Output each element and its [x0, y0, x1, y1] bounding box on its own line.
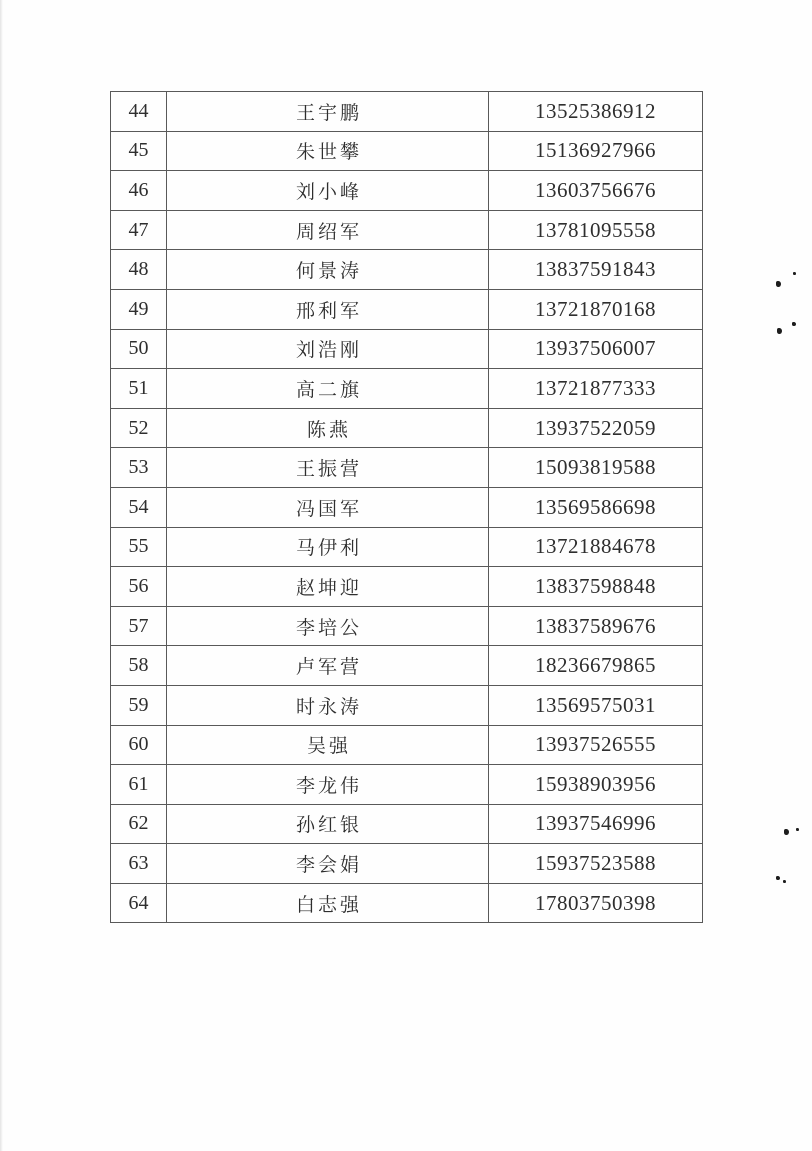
- name-cell: 李龙伟: [167, 765, 489, 805]
- table-row: [111, 883, 703, 923]
- name-cell: 朱世攀: [167, 131, 489, 171]
- ink-speck: [776, 281, 781, 287]
- phone-cell: 15938903956: [489, 765, 703, 805]
- ink-speck: [783, 880, 786, 883]
- name-cell: 马伊利: [167, 527, 489, 567]
- serial-cell: 50: [111, 329, 167, 369]
- serial-cell: 60: [111, 725, 167, 765]
- name-cell: 吴强: [167, 725, 489, 765]
- serial-cell: 53: [111, 448, 167, 488]
- ink-speck: [777, 328, 782, 334]
- phone-cell: 13525386912: [489, 92, 703, 132]
- name-cell: 时永涛: [167, 685, 489, 725]
- serial-cell: 55: [111, 527, 167, 567]
- phone-cell: 13837589676: [489, 606, 703, 646]
- contact-roster-table: [110, 91, 703, 923]
- name-cell: 孙红银: [167, 804, 489, 844]
- phone-cell: 13837591843: [489, 250, 703, 290]
- table-row: [111, 92, 703, 132]
- phone-cell: 15937523588: [489, 844, 703, 884]
- serial-cell: 44: [111, 92, 167, 132]
- name-cell: 李培公: [167, 606, 489, 646]
- name-cell: 何景涛: [167, 250, 489, 290]
- phone-cell: 13721884678: [489, 527, 703, 567]
- ink-speck: [792, 322, 796, 326]
- serial-cell: 52: [111, 408, 167, 448]
- phone-cell: 17803750398: [489, 883, 703, 923]
- table-row: [111, 171, 703, 211]
- serial-cell: 45: [111, 131, 167, 171]
- table-row: [111, 131, 703, 171]
- phone-cell: 13781095558: [489, 210, 703, 250]
- table-row: [111, 725, 703, 765]
- name-cell: 陈燕: [167, 408, 489, 448]
- phone-cell: 13937526555: [489, 725, 703, 765]
- serial-cell: 57: [111, 606, 167, 646]
- phone-cell: 13569586698: [489, 487, 703, 527]
- serial-cell: 62: [111, 804, 167, 844]
- serial-cell: 61: [111, 765, 167, 805]
- name-cell: 王宇鹏: [167, 92, 489, 132]
- name-cell: 赵坤迎: [167, 567, 489, 607]
- name-cell: 卢军营: [167, 646, 489, 686]
- ink-speck: [796, 828, 799, 831]
- table-row: [111, 685, 703, 725]
- phone-cell: 13603756676: [489, 171, 703, 211]
- phone-cell: 15093819588: [489, 448, 703, 488]
- name-cell: 冯国军: [167, 487, 489, 527]
- name-cell: 高二旗: [167, 369, 489, 409]
- serial-cell: 49: [111, 289, 167, 329]
- serial-cell: 46: [111, 171, 167, 211]
- phone-cell: 13721870168: [489, 289, 703, 329]
- table-row: [111, 250, 703, 290]
- name-cell: 刘浩刚: [167, 329, 489, 369]
- serial-cell: 47: [111, 210, 167, 250]
- phone-cell: 13569575031: [489, 685, 703, 725]
- table-row: [111, 765, 703, 805]
- table-row: [111, 567, 703, 607]
- name-cell: 王振营: [167, 448, 489, 488]
- serial-cell: 64: [111, 883, 167, 923]
- name-cell: 邢利军: [167, 289, 489, 329]
- serial-cell: 48: [111, 250, 167, 290]
- name-cell: 李会娟: [167, 844, 489, 884]
- name-cell: 刘小峰: [167, 171, 489, 211]
- phone-cell: 13721877333: [489, 369, 703, 409]
- table-row: [111, 329, 703, 369]
- table-row: [111, 289, 703, 329]
- table-row: [111, 646, 703, 686]
- phone-cell: 15136927966: [489, 131, 703, 171]
- table-row: [111, 487, 703, 527]
- table-row: [111, 606, 703, 646]
- phone-cell: 13937546996: [489, 804, 703, 844]
- table-row: [111, 369, 703, 409]
- serial-cell: 63: [111, 844, 167, 884]
- serial-cell: 59: [111, 685, 167, 725]
- table-row: [111, 408, 703, 448]
- phone-cell: 13837598848: [489, 567, 703, 607]
- table-row: [111, 210, 703, 250]
- name-cell: 周绍军: [167, 210, 489, 250]
- phone-cell: 13937522059: [489, 408, 703, 448]
- phone-cell: 13937506007: [489, 329, 703, 369]
- ink-speck: [776, 876, 780, 880]
- serial-cell: 58: [111, 646, 167, 686]
- serial-cell: 56: [111, 567, 167, 607]
- name-cell: 白志强: [167, 883, 489, 923]
- serial-cell: 54: [111, 487, 167, 527]
- table-row: [111, 804, 703, 844]
- table-row: [111, 844, 703, 884]
- phone-cell: 18236679865: [489, 646, 703, 686]
- serial-cell: 51: [111, 369, 167, 409]
- table-row: [111, 527, 703, 567]
- table-row: [111, 448, 703, 488]
- ink-speck: [793, 272, 796, 275]
- ink-speck: [784, 829, 789, 835]
